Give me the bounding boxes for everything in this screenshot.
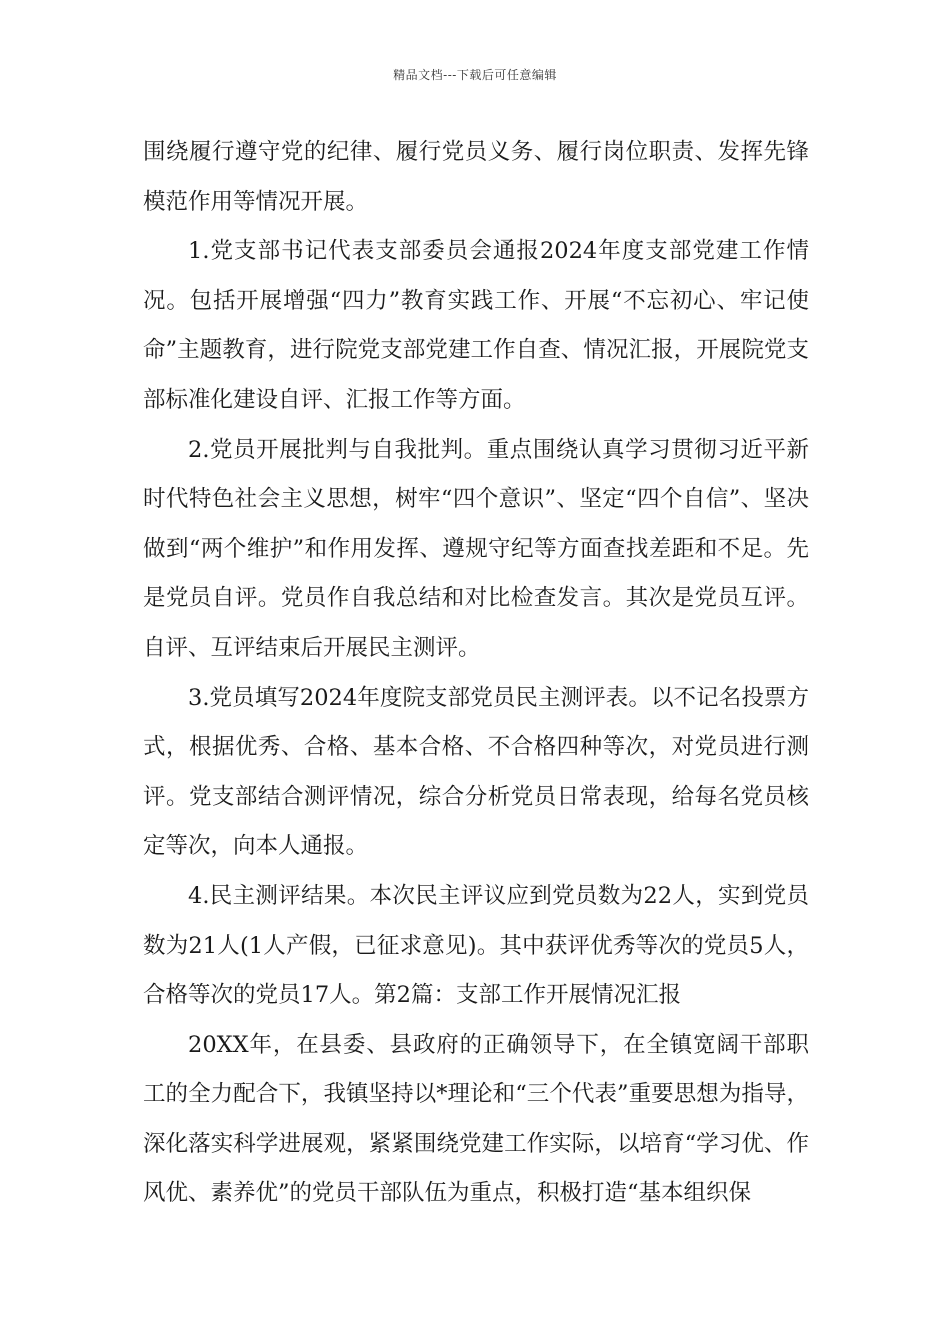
paragraph-item-3: 3.党员填写2024年度院支部党员民主测评表。以不记名投票方式，根据优秀、合格、基本合格、不合格四种等次，对党员进行测评。党支部结合测评情况，综合分析党员日常表现，给每名党员核定等次，向本人通报。 (143, 684, 809, 860)
paragraph-item-4: 4.民主测评结果。本次民主评议应到党员数为22人，实到党员数为21人(1人产假，已征求意见)。其中获评优秀等次的党员5人，合格等次的党员17人。第2篇：支部工作开展情况汇报 (143, 882, 809, 1009)
paragraph-item-2: 2.党员开展批判与自我批判。重点围绕认真学习贯彻习近平新时代特色社会主义思想，树牢“四个意识”、坚定“四个自信”、坚决做到“两个维护”和作用发挥、遵规守纪等方面查找差距和不足。先是党员自评。党员作自我总结和对比检查发言。其次是党员互评。自评、互评结束后开展民主测评。 (143, 436, 809, 661)
paragraph-item-1: 1.党支部书记代表支部委员会通报2024年度支部党建工作情况。包括开展增强“四力”教育实践工作、开展“不忘初心、牢记使命”主题教育，进行院党支部党建工作自查、情况汇报，开展院党支部标准化建设自评、汇报工作等方面。 (143, 238, 809, 413)
paragraph-continuation: 围绕履行遵守党的纪律、履行党员义务、履行岗位职责、发挥先锋模范作用等情况开展。 (143, 139, 809, 215)
document-body (143, 128, 809, 1219)
paragraph-report-intro: 20XX年，在县委、县政府的正确领导下，在全镇宽阔干部职工的全力配合下，我镇坚持以*理论和“三个代表”重要思想为指导，深化落实科学进展观，紧紧围绕党建工作实际，以培育“学习优、作风优、素养优”的党员干部队伍为重点，积极打造“基本组织保 (143, 1031, 809, 1207)
page-header: 精品文档---下载后可任意编辑 (393, 68, 557, 82)
